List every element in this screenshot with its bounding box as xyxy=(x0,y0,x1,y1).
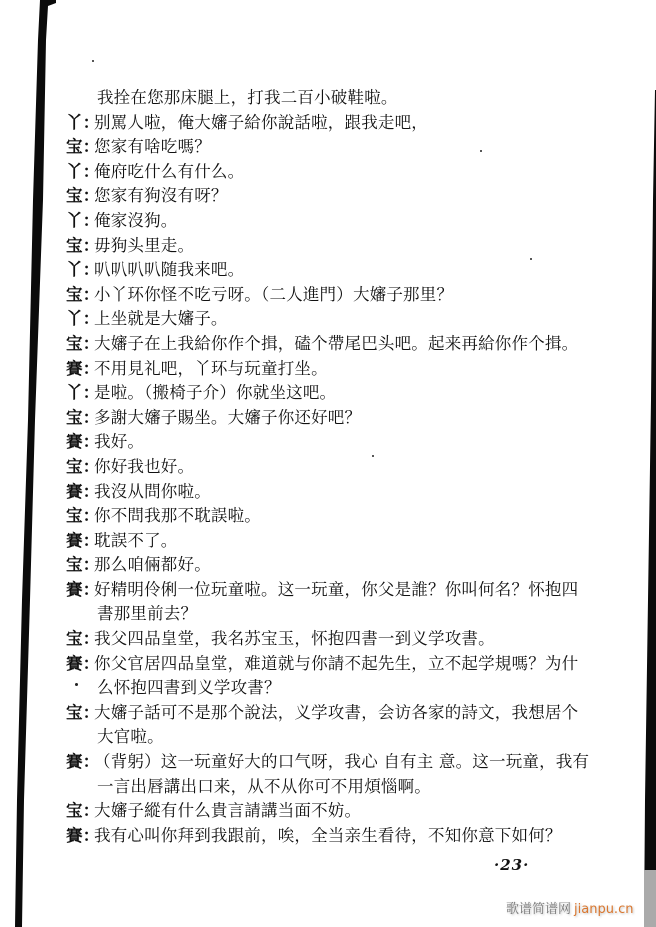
watermark-site-name: 歌谱简谱网 xyxy=(506,902,572,917)
dialogue-line xyxy=(60,578,620,603)
speaker-label: 賽： xyxy=(66,825,100,845)
dialogue-text: 多謝大嬸子賜坐。大嬸子你还好吧？ xyxy=(94,407,362,427)
dialogue-line xyxy=(60,357,620,382)
dialogue-text: 大官啦。 xyxy=(97,727,164,747)
speaker-label: 丫： xyxy=(66,309,100,329)
dialogue-line xyxy=(60,480,620,505)
dialogue-text: 俺府吃什么有什么。 xyxy=(94,161,245,181)
dialogue-line xyxy=(60,135,620,160)
dialogue-line xyxy=(60,725,620,750)
speaker-label: 丫： xyxy=(66,383,100,403)
speaker-label: 宝： xyxy=(66,506,100,526)
dialogue-text: 一言出唇講出口来，从不从你可不用煩惱啊。 xyxy=(97,776,431,796)
dialogue-line xyxy=(60,209,620,234)
speaker-label: 丫： xyxy=(66,161,100,181)
dialogue-text: 毋狗头里走。 xyxy=(94,235,195,255)
dialogue-line xyxy=(60,258,620,283)
dialogue-text: 你好我也好。 xyxy=(94,456,195,476)
dialogue-text: 耽誤不了。 xyxy=(94,530,178,550)
dialogue-line xyxy=(60,307,620,332)
speaker-label: 宝： xyxy=(66,555,100,575)
dialogue-text: 俺家沒狗。 xyxy=(94,210,178,230)
dialogue-line xyxy=(60,455,620,480)
speaker-label: 宝： xyxy=(66,801,100,821)
dialogue-line xyxy=(60,750,620,775)
dialogue-text: 你不問我那不耽誤啦。 xyxy=(94,506,261,526)
dialogue-text: （背躬）这一玩童好大的口气呀，我心 自有主 意。这一玩童，我有 xyxy=(94,752,590,772)
dialogue-line xyxy=(60,553,620,578)
dialogue-line xyxy=(60,111,620,136)
dialogue-text: 大嬸子話可不是那个說法，义学攻書，会访各家的詩文，我想居个 xyxy=(94,702,579,722)
dialogue-text: 您家有啥吃嗎？ xyxy=(94,137,211,157)
dialogue-line xyxy=(60,86,620,111)
speaker-label: 宝： xyxy=(66,186,100,206)
speaker-label: 宝： xyxy=(66,235,100,255)
scan-edge-left xyxy=(0,0,60,927)
speaker-label: 宝： xyxy=(66,702,100,722)
dialogue-text: 我好。 xyxy=(94,432,145,452)
dialogue-line xyxy=(60,701,620,726)
dialogue-line xyxy=(60,430,620,455)
speaker-label: 丫： xyxy=(66,260,100,280)
dialogue-line xyxy=(60,627,620,652)
speaker-label: 賽： xyxy=(66,530,100,550)
dialogue-text: 大嬸子在上我給你作个揖，磕个帶尾巴头吧。起来再給你作个揖。 xyxy=(94,333,579,353)
dialogue-text: 不用見礼吧，丫环与玩童打坐。 xyxy=(94,358,328,378)
dialogue-line xyxy=(60,529,620,554)
dialogue-line xyxy=(60,504,620,529)
dialogue-text: 是啦。（搬椅子介）你就坐这吧。 xyxy=(94,383,337,403)
speaker-label: 丫： xyxy=(66,112,100,132)
dialogue-text: 我沒从問你啦。 xyxy=(94,481,211,501)
speaker-label: 賽： xyxy=(66,432,100,452)
dialogue-text: 叭叭叭叭随我来吧。 xyxy=(94,260,245,280)
dialogue-line xyxy=(60,602,620,627)
speaker-label: 宝： xyxy=(66,629,100,649)
speaker-label: 賽： xyxy=(66,579,100,599)
dialogue-line xyxy=(60,283,620,308)
speaker-label: 宝： xyxy=(66,456,100,476)
speaker-label: 賽： xyxy=(66,752,100,772)
dialogue-line xyxy=(60,775,620,800)
dialogue-text: 上坐就是大嬸子。 xyxy=(94,309,228,329)
dialogue-text: 小丫环你怪不吃亏呀。（二人進門）大嬸子那里？ xyxy=(94,284,454,304)
dialogue-line xyxy=(60,824,620,849)
dialogue-text: 我父四品皇堂，我名苏宝玉，怀抱四書一到义学攻書。 xyxy=(94,629,495,649)
dialogue-text: 么怀抱四書到义学攻書？ xyxy=(97,678,281,698)
dialogue-line xyxy=(60,234,620,259)
speaker-label: 賽： xyxy=(66,481,100,501)
speaker-label: 宝： xyxy=(66,407,100,427)
document-page xyxy=(60,86,620,848)
dialogue-text: 您家有狗沒有呀？ xyxy=(94,186,228,206)
dialogue-text: 大嬸子縱有什么貴言請講当面不妨。 xyxy=(94,801,362,821)
dialogue-line xyxy=(60,676,620,701)
speaker-label: 宝： xyxy=(66,284,100,304)
dialogue-line xyxy=(60,406,620,431)
speaker-label: 賽： xyxy=(66,358,100,378)
dialogue-text: 書那里前去？ xyxy=(97,604,198,624)
speaker-label: 宝： xyxy=(66,333,100,353)
dialogue-text: 我有心叫你拜到我跟前，唉，全当亲生看待，不知你意下如何？ xyxy=(94,825,562,845)
dialogue-line xyxy=(60,652,620,677)
speaker-label: 宝： xyxy=(66,137,100,157)
dialogue-line xyxy=(60,184,620,209)
dialogue-text: 好精明伶俐一位玩童啦。这一玩童，你父是誰？你叫何名？怀抱四 xyxy=(94,579,579,599)
dialogue-line xyxy=(60,799,620,824)
dialogue-text: 别罵人啦，俺大嬸子給你說話啦，跟我走吧， xyxy=(94,112,428,132)
dialogue-line xyxy=(60,381,620,406)
dialogue-line xyxy=(60,160,620,185)
speaker-label: 賽： xyxy=(66,653,100,673)
scan-speck xyxy=(92,60,94,62)
dialogue-line xyxy=(60,332,620,357)
watermark xyxy=(506,898,633,917)
page-number: ·23· xyxy=(494,856,530,874)
dialogue-text: 那么咱倆都好。 xyxy=(94,555,211,575)
dialogue-text: 我拴在您那床腿上，打我二百小破鞋啦。 xyxy=(97,88,398,107)
watermark-domain: jianpu.cn xyxy=(574,902,634,917)
dialogue-text: 你父官居四品皇堂，难道就与你請不起先生，立不起学規嗎？为什 xyxy=(94,653,579,673)
speaker-label: 丫： xyxy=(66,210,100,230)
